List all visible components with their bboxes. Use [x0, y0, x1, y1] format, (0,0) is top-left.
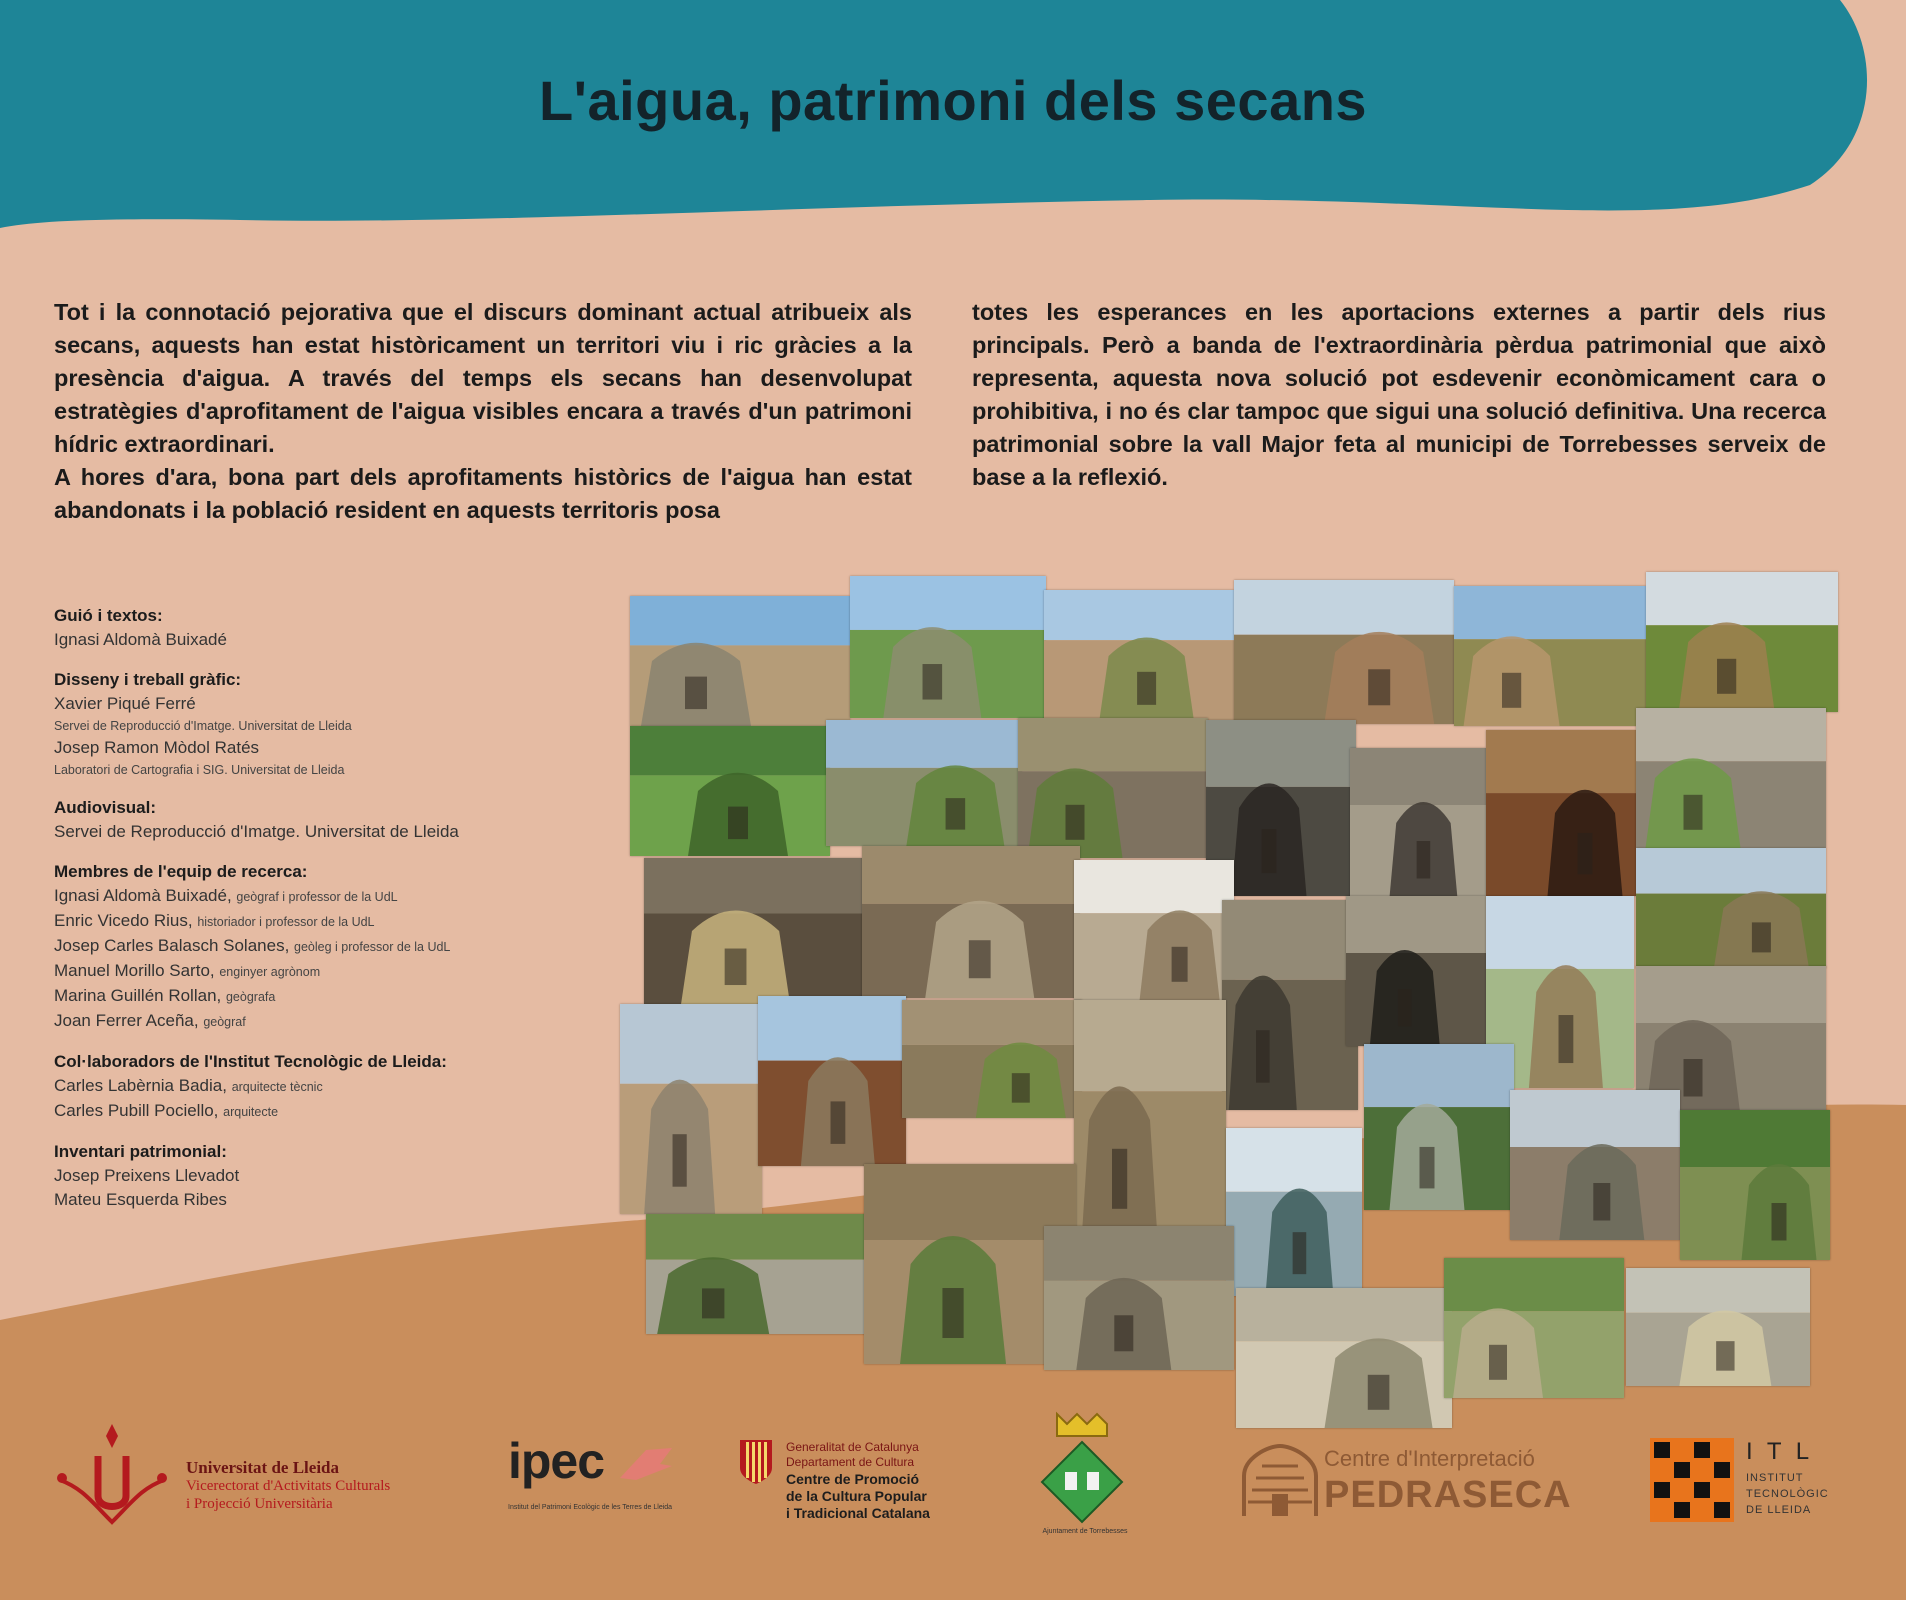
collage-photo-image	[1680, 1110, 1830, 1260]
credit-heading: Audiovisual:	[54, 798, 157, 817]
ipec-mark-icon	[616, 1444, 676, 1484]
senyera-icon	[738, 1438, 774, 1486]
ajuntament-logo	[1012, 1410, 1152, 1560]
collage-photo-image	[1646, 572, 1838, 712]
collage-photo-image	[1510, 1090, 1680, 1240]
collage-photo	[1454, 586, 1646, 726]
credit-name: Mateu Esquerda Ribes	[54, 1190, 227, 1209]
member-name: Carles Pubill Pociello,	[54, 1101, 219, 1120]
collage-photo-image	[826, 720, 1022, 846]
collage-photo-image	[646, 1214, 870, 1334]
collage-photo	[1636, 708, 1826, 848]
collage-photo-image	[1626, 1268, 1810, 1386]
member-role: historiador i professor de la UdL	[197, 915, 375, 929]
collage-photo-image	[1044, 1226, 1234, 1370]
itl-line: INSTITUT	[1746, 1472, 1804, 1484]
collage-photo-image	[630, 726, 830, 856]
collage-photo	[1346, 896, 1486, 1046]
collage-photo	[1486, 730, 1636, 896]
poster-title: L'aigua, patrimoni dels secans	[538, 69, 1368, 132]
collage-photo-image	[1236, 1288, 1452, 1428]
intro-paragraph: totes les esperances en les aportacions externes a partir dels rius principals. Però a banda de l'extraordinària pèrdua patrimonial que això representa, aquesta nova solució pot esdevenir econòmicament cara o prohibitiva, i no és clar tampoc que sigui una solució definitiva. Una recerca patrimonial sobre la vall Major feta al municipi de Torrebesses serveix de base a la reflexió.	[972, 299, 1826, 490]
collage-photo	[1234, 580, 1454, 724]
collage-photo	[1636, 848, 1826, 968]
collage-photo	[850, 576, 1046, 718]
collage-photo	[1350, 748, 1486, 898]
pedraseca-name: PEDRASECA	[1324, 1474, 1572, 1516]
credit-affiliation: Laboratori de Cartografia i SIG. Universitat de Lleida	[54, 763, 345, 777]
credit-heading: Membres de l'equip de recerca:	[54, 862, 308, 881]
intro-paragraph: A hores d'ara, bona part dels aprofitaments històrics de l'aigua han estat abandonats i la població resident en aquests territoris posa	[54, 464, 912, 523]
member-role: arquitecte tècnic	[231, 1080, 323, 1094]
itl-grid-icon	[1650, 1438, 1734, 1522]
member-role: geògrafa	[225, 990, 276, 1004]
collage-photo	[902, 1000, 1082, 1118]
generalitat-dept: Departament de Cultura	[786, 1455, 915, 1469]
member-role: enginyer agrònom	[219, 965, 321, 979]
member-name: Ignasi Aldomà Buixadé,	[54, 886, 232, 905]
credit-name: Josep Preixens Llevadot	[54, 1166, 240, 1185]
credit-heading: Inventari patrimonial:	[54, 1142, 227, 1161]
credit-name: Josep Ramon Mòdol Ratés	[54, 738, 260, 757]
collage-photo-image	[1636, 848, 1826, 968]
member-role: arquitecte	[223, 1105, 279, 1119]
credit-heading: Guió i textos:	[54, 606, 163, 625]
intro-paragraph: Tot i la connotació pejorativa que el discurs dominant actual atribueix als secans, aquests han estat històricament un territori viu i ric gràcies a la presència d'aigua. A través del temps els secans han desenvolupat estratègies d'aprofitament de l'aigua visibles encara a través d'un patrimoni hídric extraordinari.	[54, 299, 912, 457]
collage-photo-image	[1346, 896, 1486, 1046]
pedraseca-logo	[1238, 1440, 1578, 1530]
member-name: Marina Guillén Rollan,	[54, 986, 222, 1005]
collage-photo	[620, 1004, 762, 1214]
itl-logo	[1650, 1438, 1850, 1528]
udl-subtitle: i Projecció Universitària	[186, 1496, 333, 1512]
collage-photo-image	[620, 1004, 762, 1214]
collage-photo-image	[1044, 590, 1234, 722]
collage-photo-image	[850, 576, 1046, 718]
itl-line: TECNOLÒGIC	[1746, 1488, 1829, 1500]
collage-photo-image	[1350, 748, 1486, 898]
udl-subtitle: Vicerectorat d'Activitats Culturals	[186, 1478, 391, 1494]
pedraseca-subtitle: Centre d'Interpretació	[1324, 1446, 1535, 1471]
collage-photo	[758, 996, 906, 1166]
generalitat-centre: Centre de Promoció	[786, 1471, 920, 1487]
collage-photo	[1626, 1268, 1810, 1386]
collage-photo-image	[902, 1000, 1082, 1118]
collage-photo	[630, 726, 830, 856]
collage-photo	[1680, 1110, 1830, 1260]
ipec-name: ipec	[508, 1433, 605, 1489]
udl-name: Universitat de Lleida	[186, 1458, 339, 1477]
stone-hut-icon	[1238, 1440, 1322, 1524]
udl-emblem-icon	[52, 1418, 172, 1528]
credit-heading: Col·laboradors de l'Institut Tecnològic de Lleida:	[54, 1052, 447, 1071]
collage-photo	[644, 858, 862, 1004]
collage-photo	[862, 846, 1080, 998]
logo-strip	[0, 1410, 1906, 1560]
udl-logo	[52, 1418, 452, 1528]
collage-photo-image	[862, 846, 1080, 998]
member-name: Carles Labèrnia Badia,	[54, 1076, 227, 1095]
collage-photo-image	[1454, 586, 1646, 726]
credit-name: Ignasi Aldomà Buixadé	[54, 630, 227, 649]
collage-photo-image	[1074, 1000, 1226, 1240]
collage-photo	[1044, 1226, 1234, 1370]
generalitat-logo	[738, 1438, 968, 1538]
collage-photo-image	[1074, 860, 1234, 1000]
collage-photo	[826, 720, 1022, 846]
collage-photo	[1364, 1044, 1514, 1210]
member-role: geòleg i professor de la UdL	[294, 940, 451, 954]
collage-photo	[630, 596, 850, 726]
collage-photo	[1222, 900, 1358, 1110]
credit-heading: Disseny i treball gràfic:	[54, 670, 242, 689]
collage-photo	[1074, 860, 1234, 1000]
member-name: Manuel Morillo Sarto,	[54, 961, 215, 980]
generalitat-name: Generalitat de Catalunya	[786, 1440, 919, 1454]
ipec-logo	[508, 1432, 678, 1522]
collage-photo	[1510, 1090, 1680, 1240]
member-name: Enric Vicedo Rius,	[54, 911, 193, 930]
collage-photo-image	[630, 596, 850, 726]
generalitat-centre: de la Cultura Popular	[786, 1488, 927, 1504]
collage-photo-image	[1226, 1128, 1362, 1296]
credit-name: Xavier Piqué Ferré	[54, 694, 196, 713]
credit-affiliation: Servei de Reproducció d'Imatge. Universitat de Lleida	[54, 719, 352, 733]
member-name: Josep Carles Balasch Solanes,	[54, 936, 290, 955]
collage-photo-image	[1364, 1044, 1514, 1210]
collage-photo-image	[1222, 900, 1358, 1110]
ipec-subtitle: Institut del Patrimoni Ecològic de les Terres de Lleida	[508, 1504, 673, 1511]
coat-of-arms-icon	[1027, 1410, 1137, 1530]
collage-photo-image	[1486, 730, 1636, 896]
collage-photo-image	[1234, 580, 1454, 724]
itl-letters: I T L	[1746, 1438, 1814, 1465]
credit-name: Servei de Reproducció d'Imatge. Universitat de Lleida	[54, 822, 459, 841]
collage-photo	[1236, 1288, 1452, 1428]
collage-photo-image	[1018, 718, 1208, 858]
collage-photo	[1444, 1258, 1624, 1398]
collage-photo	[1646, 572, 1838, 712]
member-role: geògraf	[203, 1015, 246, 1029]
collage-photo-image	[758, 996, 906, 1166]
itl-line: DE LLEIDA	[1746, 1504, 1812, 1516]
collage-photo	[1226, 1128, 1362, 1296]
collage-photo	[646, 1214, 870, 1334]
collage-photo	[1074, 1000, 1226, 1240]
collage-photo-image	[644, 858, 862, 1004]
collage-photo-image	[1636, 708, 1826, 848]
collage-photo	[1044, 590, 1234, 722]
ajuntament-name: Ajuntament de Torrebesses	[1042, 1528, 1128, 1535]
member-role: geògraf i professor de la UdL	[236, 890, 398, 904]
member-name: Joan Ferrer Aceña,	[54, 1011, 199, 1030]
collage-photo	[1018, 718, 1208, 858]
generalitat-centre: i Tradicional Catalana	[786, 1505, 930, 1521]
collage-photo-image	[1444, 1258, 1624, 1398]
